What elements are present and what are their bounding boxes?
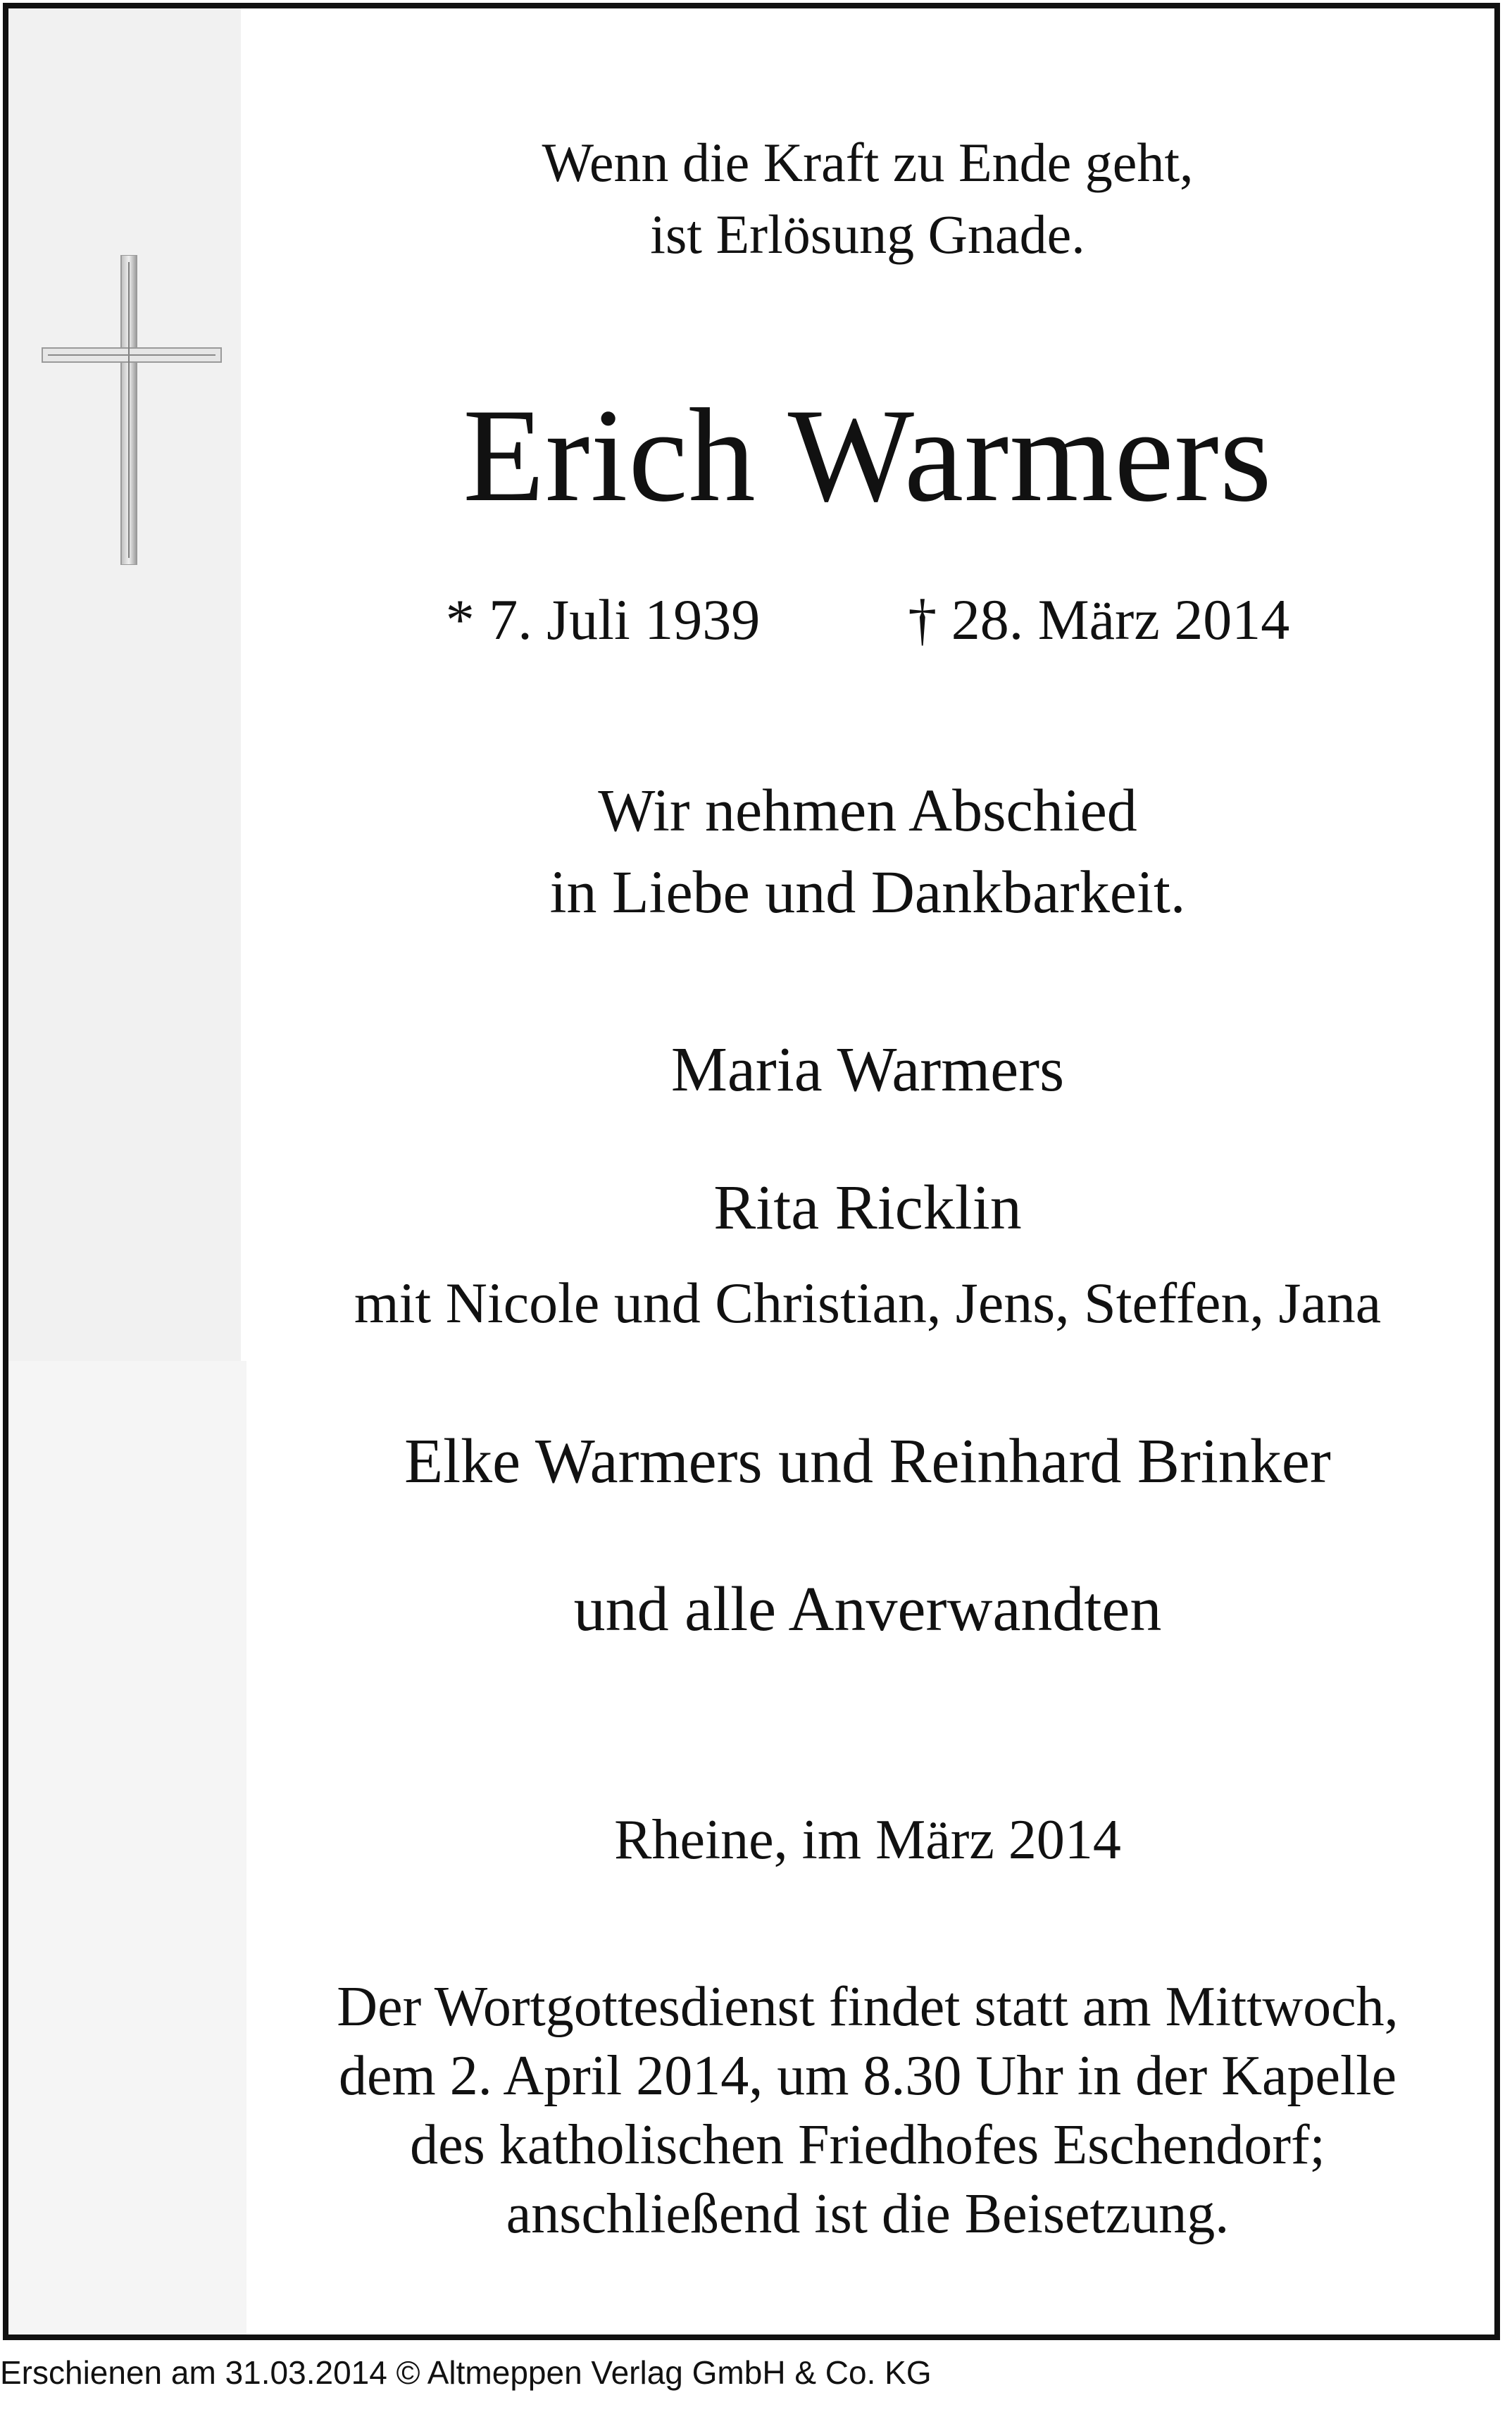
- life-dates: [241, 585, 1494, 655]
- farewell-line: in Liebe und Dankbarkeit.: [549, 858, 1186, 926]
- motto-line: ist Erlösung Gnade.: [650, 204, 1085, 265]
- service-line: des katholischen Friedhofes Eschendorf;: [410, 2114, 1325, 2176]
- side-strip-lower: [8, 1361, 246, 2335]
- mourner-name: Rita Ricklin: [713, 1173, 1022, 1243]
- cross-icon: [37, 255, 227, 565]
- farewell-text: [241, 769, 1494, 933]
- deceased-name: Erich Warmers: [463, 382, 1273, 530]
- obituary-notice: [3, 3, 1500, 2340]
- farewell-line: Wir nehmen Abschied: [598, 776, 1137, 844]
- service-line: Der Wortgottesdienst findet statt am Mittwoch,: [337, 1976, 1399, 2038]
- place-date: Rheine, im März 2014: [614, 1809, 1121, 1871]
- mourner-relatives: und alle Anverwandten: [573, 1574, 1162, 1644]
- mourner-name: Elke Warmers und Reinhard Brinker: [404, 1426, 1331, 1496]
- motto-line: Wenn die Kraft zu Ende geht,: [542, 132, 1194, 193]
- service-info: [241, 1972, 1494, 2249]
- service-line: dem 2. April 2014, um 8.30 Uhr in der Kapelle: [339, 2045, 1397, 2107]
- mourner-family: mit Nicole und Christian, Jens, Steffen, Jana: [354, 1271, 1382, 1335]
- service-line: anschließend ist die Beisetzung.: [506, 2183, 1230, 2245]
- mourner-name: Maria Warmers: [670, 1035, 1065, 1105]
- birth-date: * 7. Juli 1939: [445, 588, 761, 652]
- death-date: † 28. März 2014: [908, 588, 1290, 652]
- motto: [241, 127, 1494, 271]
- publication-footer: Erschienen am 31.03.2014 © Altmeppen Verlag GmbH & Co. KG: [0, 2354, 932, 2391]
